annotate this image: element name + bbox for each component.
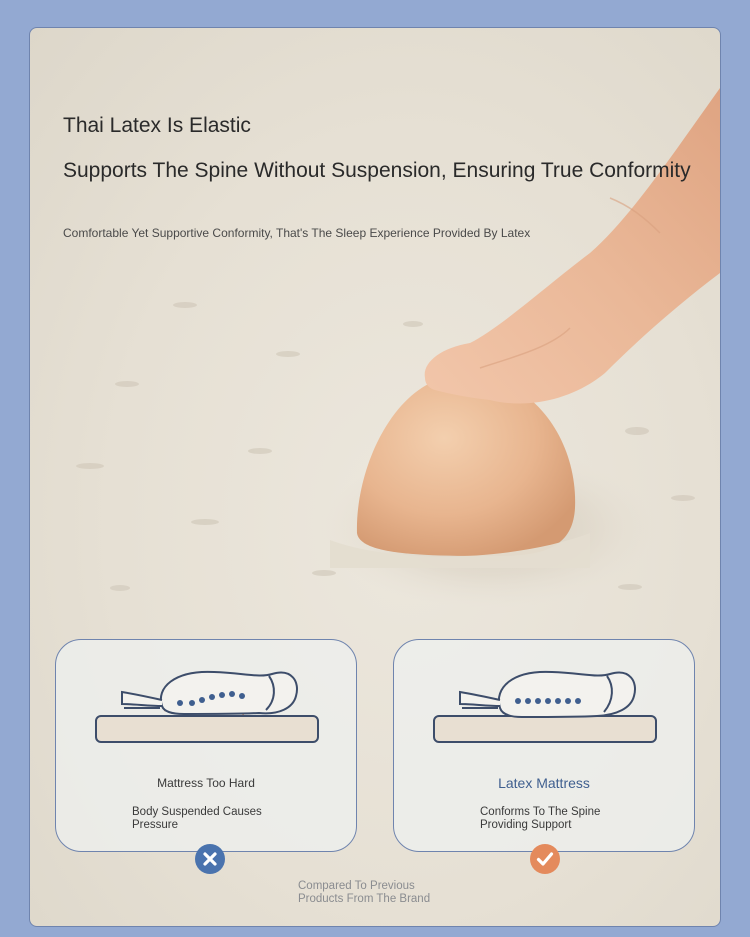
latex-mattress-sleeper-illustration — [432, 668, 662, 748]
product-card — [29, 27, 721, 927]
cross-icon — [195, 844, 225, 874]
footnote-line1: Compared To Previous — [298, 880, 415, 892]
hard-mattress-sleeper-illustration — [94, 668, 324, 748]
latex-mattress-desc-line1: Conforms To The Spine — [480, 806, 601, 818]
latex-mattress-desc-line2: Providing Support — [480, 819, 572, 831]
headline-primary: Thai Latex Is Elastic — [63, 114, 251, 137]
comparison-panel-hard-mattress — [55, 639, 357, 852]
latex-mattress-description — [480, 806, 650, 832]
hard-mattress-desc-line2: Pressure — [132, 819, 179, 831]
hand-illustration — [425, 88, 720, 404]
hard-mattress-description — [132, 806, 302, 832]
egg-illustration — [357, 375, 575, 556]
headline-secondary: Supports The Spine Without Suspension, Ensuring True Conformity — [63, 159, 691, 182]
comparison-footnote — [298, 880, 478, 906]
check-icon — [530, 844, 560, 874]
footnote-line2: Products From The Brand — [298, 893, 431, 905]
hard-mattress-title: Mattress Too Hard — [157, 776, 255, 790]
comparison-panel-latex-mattress — [393, 639, 695, 852]
hard-mattress-desc-line1: Body Suspended Causes — [132, 806, 262, 818]
headline-subtitle: Comfortable Yet Supportive Conformity, That's The Sleep Experience Provided By Latex — [63, 226, 531, 240]
latex-mattress-title: Latex Mattress — [498, 775, 590, 791]
